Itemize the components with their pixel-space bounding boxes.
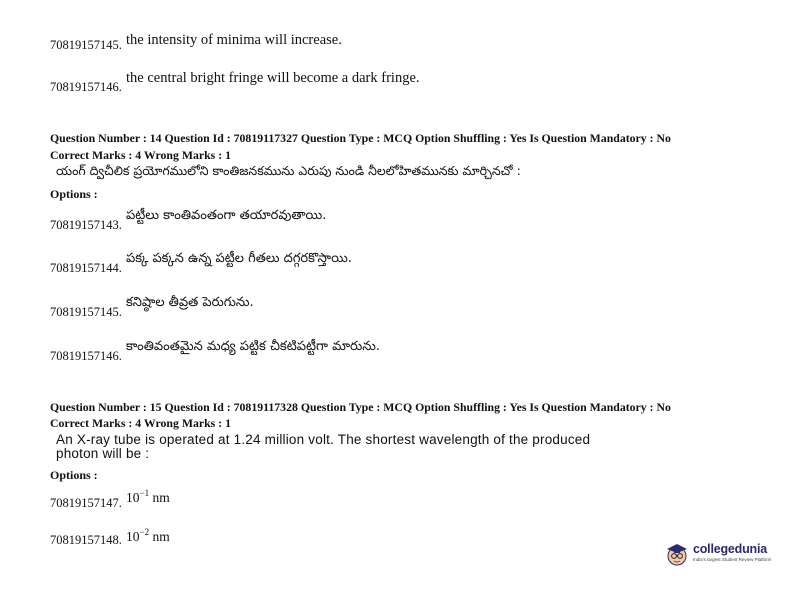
mascot-icon: [663, 540, 691, 568]
option-text: కనిష్ఠాల తీవ్రత పెరుగును.: [126, 295, 254, 310]
question-text: An X-ray tube is operated at 1.24 million volt. The shortest wavelength of the produced photon will be :: [56, 432, 591, 461]
options-label: Options :: [50, 187, 98, 201]
logo-tagline: India's largest Student Review Platform: [693, 557, 772, 562]
option-text: [126, 488, 170, 506]
option-text: the central bright fringe will become a dark fringe.: [126, 70, 420, 86]
question-marks: Correct Marks : 4 Wrong Marks : 1: [50, 148, 231, 162]
logo-name: collegedunia: [693, 542, 768, 556]
question-header: Question Number : 14 Question Id : 70819117327 Question Type : MCQ Option Shuffling : Yes Is Question Mandatory : No: [50, 131, 671, 145]
question-marks: Correct Marks : 4 Wrong Marks : 1: [50, 416, 231, 430]
option-id: 70819157146.: [50, 80, 122, 94]
unit: nm: [149, 529, 170, 544]
power-base: 10: [126, 490, 140, 505]
option-id: 70819157145.: [50, 38, 122, 52]
option-text: పక్క పక్కన ఉన్న పట్టీల గీతలు దగ్గరకొస్తాయి.: [126, 251, 352, 266]
options-label: Options :: [50, 468, 98, 482]
option-id: 70819157144.: [50, 261, 122, 275]
question-header: Question Number : 15 Question Id : 70819117328 Question Type : MCQ Option Shuffling : Yes Is Question Mandatory : No: [50, 400, 671, 414]
option-id: 70819157146.: [50, 349, 122, 363]
power-exponent: −2: [139, 527, 150, 537]
option-text: the intensity of minima will increase.: [126, 32, 342, 48]
unit: nm: [149, 490, 170, 505]
option-id: 70819157143.: [50, 218, 122, 232]
question-text: యంగ్ ద్విచీలిక ప్రయోగములోని కాంతిజనకమును ఎరుపు నుండి నీలలోహితమునకు మార్చినచో :: [56, 163, 521, 178]
option-text: కాంతివంతమైన మధ్య పట్టిక చీకటిపట్టీగా మారును.: [126, 339, 381, 354]
option-text: [126, 527, 170, 545]
power-exponent: −1: [139, 488, 150, 498]
option-text: పట్టీలు కాంతివంతంగా తయారవుతాయి.: [126, 208, 327, 223]
collegedunia-logo: [663, 540, 773, 568]
power-base: 10: [126, 529, 140, 544]
option-id: 70819157147.: [50, 496, 122, 510]
option-id: 70819157148.: [50, 533, 122, 547]
option-id: 70819157145.: [50, 305, 122, 319]
